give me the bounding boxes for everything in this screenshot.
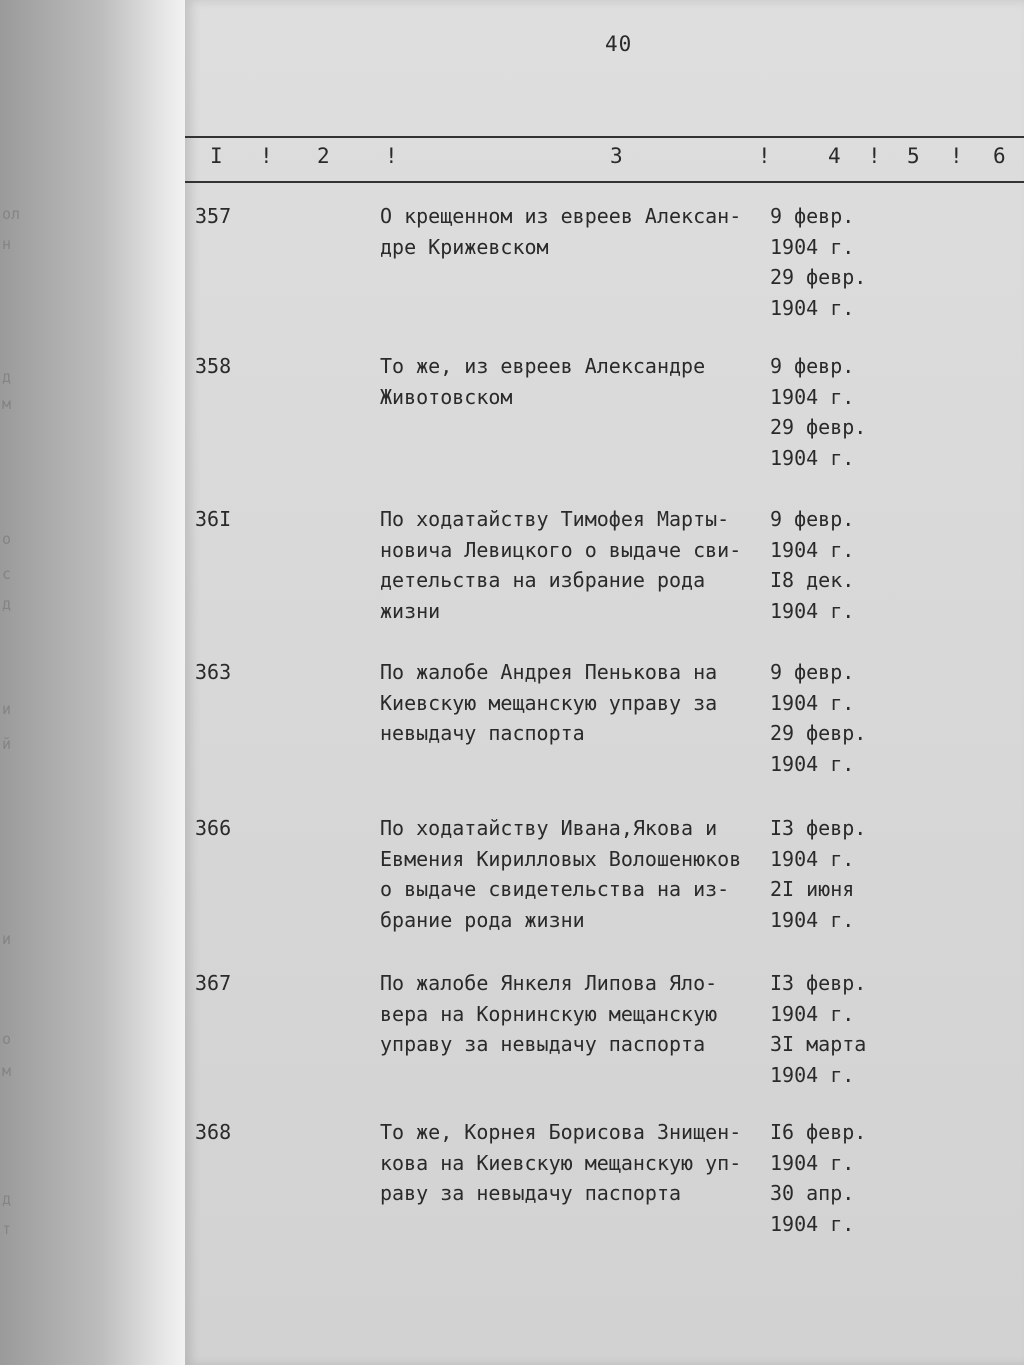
date-line: 1904 г. xyxy=(770,598,855,623)
entry-dates xyxy=(770,201,970,323)
column-separator: ! xyxy=(868,144,881,168)
description-line: Животовском xyxy=(380,384,513,409)
description-line: По ходатайству Ивана,Якова и xyxy=(380,816,718,840)
column-header-6: 6 xyxy=(993,144,1006,168)
description-line: О крещенном из евреев Алексан- xyxy=(380,204,742,228)
date-line: 1904 г. xyxy=(770,1001,855,1026)
ghost-mark: и xyxy=(2,700,12,718)
entry-number: 357 xyxy=(195,204,232,228)
description-line: По жалобе Андрея Пенькова на xyxy=(380,660,718,684)
description-line: кова на Киевскую мещанскую уп- xyxy=(380,1150,742,1175)
ghost-mark: н xyxy=(2,235,12,253)
entry-description xyxy=(380,351,775,412)
page-number: 40 xyxy=(605,32,633,56)
ghost-mark: й xyxy=(2,735,12,753)
entry-number: 368 xyxy=(195,1120,232,1144)
date-line: 2I июня xyxy=(770,877,855,901)
description-line: управу за невыдачу паспорта xyxy=(380,1032,706,1056)
date-line: 29 февр. xyxy=(770,721,867,745)
date-line: 9 февр. xyxy=(770,204,855,228)
date-line: 1904 г. xyxy=(770,751,855,776)
date-line: 1904 г. xyxy=(770,1150,855,1175)
ghost-mark: и xyxy=(2,930,12,948)
description-line: То же, Корнея Борисова Знищен- xyxy=(380,1120,742,1144)
column-header-1: I xyxy=(210,144,223,168)
date-line: 1904 г. xyxy=(770,295,855,320)
date-line: 1904 г. xyxy=(770,537,855,562)
date-line: I3 февр. xyxy=(770,816,867,840)
date-line: 30 апр. xyxy=(770,1181,855,1205)
description-line: брание рода жизни xyxy=(380,907,585,932)
document-page xyxy=(185,0,1024,1365)
entry-description xyxy=(380,968,775,1060)
description-line: детельства на избрание рода xyxy=(380,568,706,592)
entry-dates xyxy=(770,504,970,626)
date-line: 3I марта xyxy=(770,1032,867,1056)
entry-description xyxy=(380,504,775,626)
entry-description xyxy=(380,813,775,935)
description-line: жизни xyxy=(380,598,441,623)
description-line: То же, из евреев Александре xyxy=(380,354,706,378)
date-line: 1904 г. xyxy=(770,846,855,871)
description-line: вера на Корнинскую мещанскую xyxy=(380,1001,718,1026)
description-line: дре Крижевском xyxy=(380,234,549,259)
date-line: 1904 г. xyxy=(770,384,855,409)
ghost-mark: д xyxy=(2,368,12,386)
date-line: I8 дек. xyxy=(770,568,855,592)
entry-dates xyxy=(770,813,970,935)
entry-number: 366 xyxy=(195,816,232,840)
table-top-rule xyxy=(185,136,1024,138)
entry-description xyxy=(380,201,775,262)
column-separator: ! xyxy=(385,144,398,168)
entry-dates xyxy=(770,968,970,1090)
date-line: 29 февр. xyxy=(770,265,867,289)
column-separator: ! xyxy=(758,144,771,168)
description-line: невыдачу паспорта xyxy=(380,721,585,745)
column-separator: ! xyxy=(950,144,963,168)
column-header-5: 5 xyxy=(907,144,920,168)
date-line: 9 февр. xyxy=(770,507,855,531)
entry-number: 36I xyxy=(195,507,232,531)
ghost-mark: д xyxy=(2,595,12,613)
column-separator: ! xyxy=(260,144,273,168)
ghost-mark: ол xyxy=(2,205,21,223)
ghost-mark: о xyxy=(2,1030,12,1048)
ghost-mark: т xyxy=(2,1220,12,1238)
entry-dates xyxy=(770,351,970,473)
date-line: 9 февр. xyxy=(770,354,855,378)
table-header-rule xyxy=(185,181,1024,183)
column-header-2: 2 xyxy=(317,144,330,168)
ghost-mark: д xyxy=(2,1190,12,1208)
date-line: 29 февр. xyxy=(770,415,867,439)
description-line: о выдаче свидетельства на из- xyxy=(380,877,730,901)
date-line: I6 февр. xyxy=(770,1120,867,1144)
entry-number: 363 xyxy=(195,660,232,684)
column-header-4: 4 xyxy=(828,144,841,168)
description-line: Киевскую мещанскую управу за xyxy=(380,690,718,715)
description-line: Евмения Кирилловых Волошенюков xyxy=(380,846,742,871)
entry-description xyxy=(380,657,775,749)
date-line: I3 февр. xyxy=(770,971,867,995)
entry-number: 358 xyxy=(195,354,232,378)
date-line: 1904 г. xyxy=(770,234,855,259)
date-line: 1904 г. xyxy=(770,1062,855,1087)
column-header-3: 3 xyxy=(610,144,623,168)
ghost-mark: с xyxy=(2,565,12,583)
description-line: новича Левицкого о выдаче сви- xyxy=(380,537,742,562)
description-line: По жалобе Янкеля Липова Яло- xyxy=(380,971,718,995)
previous-page-edge xyxy=(0,0,185,1365)
date-line: 1904 г. xyxy=(770,1211,855,1236)
date-line: 1904 г. xyxy=(770,690,855,715)
date-line: 1904 г. xyxy=(770,907,855,932)
ghost-mark: о xyxy=(2,530,12,548)
description-line: раву за невыдачу паспорта xyxy=(380,1181,682,1205)
entry-dates xyxy=(770,657,970,779)
entry-description xyxy=(380,1117,775,1209)
entry-number: 367 xyxy=(195,971,232,995)
ghost-mark: м xyxy=(2,395,12,413)
entry-dates xyxy=(770,1117,970,1239)
description-line: По ходатайству Тимофея Марты- xyxy=(380,507,730,531)
date-line: 1904 г. xyxy=(770,445,855,470)
date-line: 9 февр. xyxy=(770,660,855,684)
ghost-mark: м xyxy=(2,1062,12,1080)
